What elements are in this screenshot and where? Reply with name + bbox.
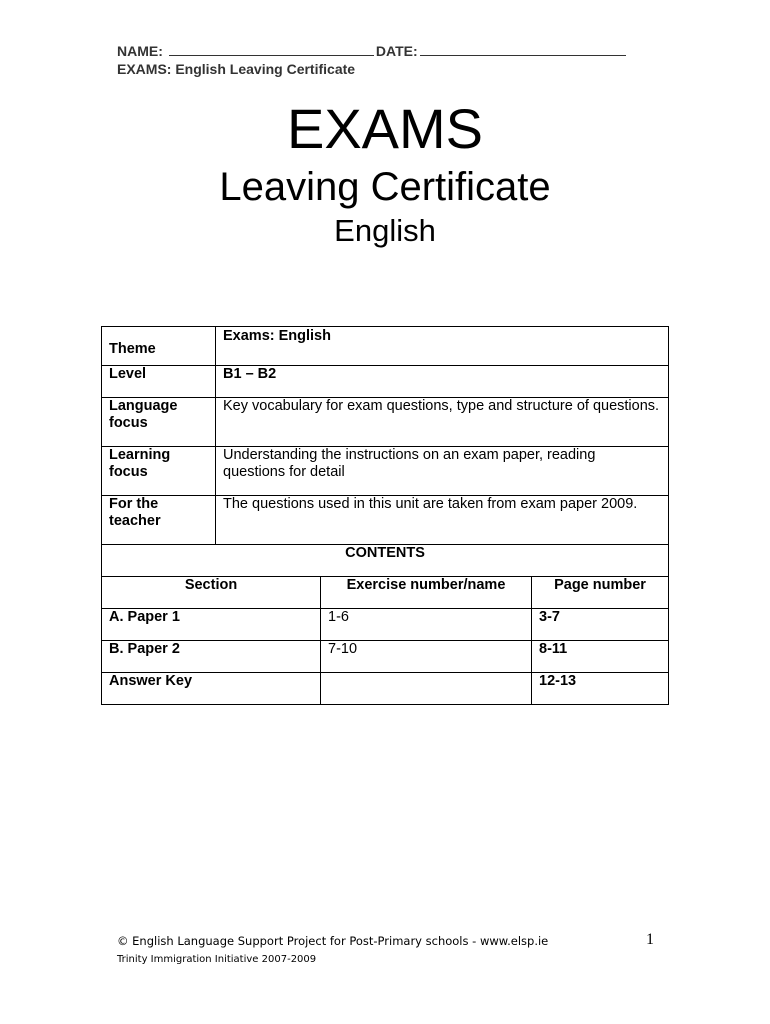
page-cell: 3-7 bbox=[532, 609, 669, 641]
page-number: 1 bbox=[646, 931, 654, 948]
section-column-header: Section bbox=[102, 577, 321, 609]
contents-heading: CONTENTS bbox=[102, 545, 669, 577]
theme-label: Theme bbox=[102, 327, 216, 366]
section-cell: A. Paper 1 bbox=[102, 609, 321, 641]
section-cell: B. Paper 2 bbox=[102, 641, 321, 673]
initiative-line: Trinity Immigration Initiative 2007-2009 bbox=[117, 954, 317, 965]
page-cell: 8-11 bbox=[532, 641, 669, 673]
page-column-header: Page number bbox=[532, 577, 669, 609]
copyright-line: © English Language Support Project for Post-Primary schools - www.elsp.ie bbox=[117, 934, 549, 948]
exercise-cell bbox=[321, 673, 532, 705]
name-label: NAME: bbox=[117, 43, 163, 59]
table-row bbox=[102, 609, 669, 641]
learning-focus-value: Understanding the instructions on an exam paper, reading questions for detail bbox=[216, 447, 669, 496]
page-cell: 12-13 bbox=[532, 673, 669, 705]
contents-heading-row bbox=[102, 545, 669, 577]
teacher-row bbox=[102, 496, 669, 545]
date-label: DATE: bbox=[375, 43, 418, 59]
table-row bbox=[102, 673, 669, 705]
teacher-label: For the teacher bbox=[102, 496, 216, 545]
exercise-cell: 1-6 bbox=[321, 609, 532, 641]
teacher-value: The questions used in this unit are taken from exam paper 2009. bbox=[216, 496, 669, 545]
language-focus-value: Key vocabulary for exam questions, type and structure of questions. bbox=[216, 398, 669, 447]
table-row bbox=[102, 641, 669, 673]
contents-column-headers bbox=[102, 577, 669, 609]
date-blank-line bbox=[420, 43, 626, 56]
exercise-column-header: Exercise number/name bbox=[321, 577, 532, 609]
language-title: English bbox=[334, 213, 436, 248]
section-cell: Answer Key bbox=[102, 673, 321, 705]
level-label: Level bbox=[102, 366, 216, 398]
level-value: B1 – B2 bbox=[216, 366, 669, 398]
level-row bbox=[102, 366, 669, 398]
document-header bbox=[117, 42, 677, 78]
document-footer bbox=[117, 933, 657, 967]
sub-title: Leaving Certificate bbox=[219, 165, 551, 209]
exams-subject-line: EXAMS: English Leaving Certificate bbox=[117, 61, 356, 77]
main-title: EXAMS bbox=[286, 97, 484, 160]
theme-value: Exams: English bbox=[216, 327, 669, 366]
exercise-cell: 7-10 bbox=[321, 641, 532, 673]
theme-row bbox=[102, 327, 669, 366]
language-focus-label: Language focus bbox=[102, 398, 216, 447]
learning-focus-label: Learning focus bbox=[102, 447, 216, 496]
language-focus-row bbox=[102, 398, 669, 447]
unit-info-table bbox=[101, 326, 669, 705]
name-date-line bbox=[117, 42, 677, 60]
learning-focus-row bbox=[102, 447, 669, 496]
name-blank-line bbox=[169, 43, 374, 56]
